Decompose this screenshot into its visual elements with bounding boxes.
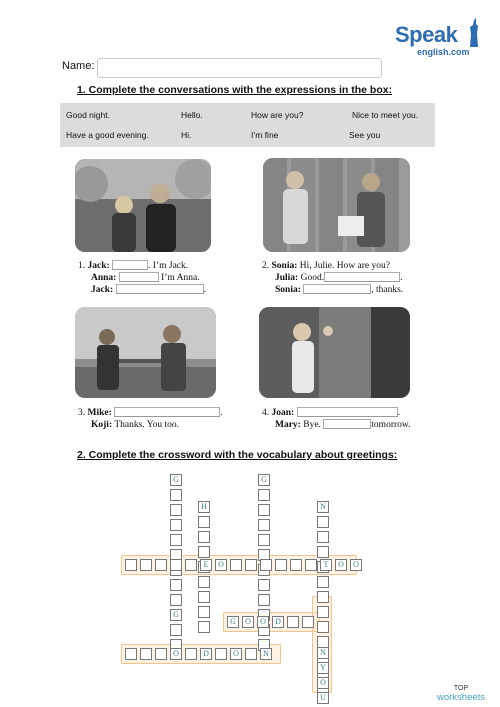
conversation-number: 1. (78, 261, 86, 271)
crossword-cell[interactable] (275, 559, 287, 571)
crossword-cell[interactable] (198, 621, 210, 633)
crossword-cell[interactable] (317, 591, 329, 603)
crossword-cell[interactable] (170, 594, 182, 606)
crossword-cell[interactable] (287, 616, 299, 628)
crossword-cell[interactable]: O (242, 616, 254, 628)
crossword-cell[interactable]: G (227, 616, 239, 628)
line-text: , thanks. (371, 285, 404, 295)
crossword-cell[interactable] (198, 606, 210, 618)
footer-bottom-text: worksheets (437, 692, 486, 703)
crossword-cell[interactable] (302, 616, 314, 628)
logo-sub-text: english.com (417, 47, 470, 57)
line-text: I’m Anna. (161, 273, 200, 283)
crossword-cell[interactable] (290, 559, 302, 571)
crossword-cell[interactable] (170, 504, 182, 516)
crossword-cell[interactable]: H (198, 501, 210, 513)
crossword-cell[interactable]: N (317, 647, 329, 659)
crossword-cell[interactable]: G (170, 609, 182, 621)
crossword-cell[interactable]: T (320, 559, 332, 571)
crossword-cell[interactable] (198, 576, 210, 588)
crossword-cell[interactable] (198, 531, 210, 543)
expression-item: See you (349, 130, 381, 140)
speaker: Koji: (91, 420, 113, 430)
crossword-cell[interactable] (245, 559, 257, 571)
crossword-cell[interactable] (170, 519, 182, 531)
line-text: Good. (300, 273, 325, 283)
crossword-cell[interactable]: O (335, 559, 347, 571)
line-text: . (400, 273, 403, 283)
crossword-cell[interactable] (198, 591, 210, 603)
crossword-cell[interactable] (258, 594, 270, 606)
line-text: Thanks. You too. (114, 420, 179, 430)
crossword-cell[interactable] (258, 489, 270, 501)
crossword-cell[interactable]: Y (317, 662, 329, 674)
crossword-cell[interactable] (170, 624, 182, 636)
crossword-cell[interactable] (198, 516, 210, 528)
crossword-cell[interactable] (230, 559, 242, 571)
speaker: Sonia: (271, 261, 298, 271)
crossword-cell[interactable]: O (230, 648, 242, 660)
crossword-cell[interactable] (317, 516, 329, 528)
crossword-cell[interactable]: O (257, 616, 269, 628)
crossword-cell[interactable]: O (317, 677, 329, 689)
crossword-cell[interactable]: O (215, 559, 227, 571)
crossword-cell[interactable]: G (170, 474, 182, 486)
expression-item: Have a good evening. (66, 130, 149, 140)
crossword-cell[interactable] (155, 648, 167, 660)
speaker: Mike: (87, 408, 112, 418)
crossword-cell[interactable]: U (317, 692, 329, 704)
line-text: . (397, 408, 400, 418)
crossword-cell[interactable]: O (170, 648, 182, 660)
crossword-cell[interactable]: D (272, 616, 284, 628)
line-text: Hi, Julie. How are you? (299, 261, 390, 271)
expression-item: Hello. (181, 110, 203, 120)
crossword-cell[interactable] (215, 648, 227, 660)
crossword-cell[interactable] (170, 579, 182, 591)
line-text: . I’m Jack. (148, 261, 189, 271)
line-text: . (220, 408, 223, 418)
footer-top-text: TOP (453, 685, 469, 692)
expression-item: Good night. (66, 110, 110, 120)
crossword-cell[interactable] (317, 546, 329, 558)
crossword-cell[interactable]: E (200, 559, 212, 571)
crossword-cell[interactable] (258, 534, 270, 546)
crossword-cell[interactable] (317, 576, 329, 588)
crossword-cell[interactable] (260, 559, 272, 571)
line-text: . (203, 285, 206, 295)
conversation-number: 4. (262, 408, 270, 418)
crossword-cell[interactable] (155, 559, 167, 571)
crossword-cell[interactable] (198, 546, 210, 558)
speaker: Anna: (91, 273, 117, 283)
crossword-cell[interactable] (125, 559, 137, 571)
section1-heading: 1. Complete the conversations with the expressions in the box: (77, 84, 393, 96)
crossword-cell[interactable] (185, 559, 197, 571)
crossword-cell[interactable] (317, 606, 329, 618)
crossword-cell[interactable] (185, 648, 197, 660)
crossword-cell[interactable] (305, 559, 317, 571)
expression-item: I’m fine (251, 130, 279, 140)
crossword-cell[interactable] (258, 579, 270, 591)
expression-item: How are you? (251, 110, 304, 120)
crossword-cell[interactable] (317, 531, 329, 543)
crossword-cell[interactable] (140, 559, 152, 571)
speaker: Sonia: (275, 285, 301, 295)
speaker: Julia: (275, 273, 299, 283)
crossword-cell[interactable] (170, 534, 182, 546)
line-text: tomorrow. (371, 420, 411, 430)
crossword-cell[interactable] (258, 504, 270, 516)
crossword-cell[interactable] (125, 648, 137, 660)
topworksheets-logo (437, 684, 485, 702)
section2-heading: 2. Complete the crossword with the vocabulary about greetings: (77, 449, 398, 461)
speaker: Jack: (91, 285, 114, 295)
name-label: Name: (62, 60, 95, 72)
crossword-cell[interactable] (140, 648, 152, 660)
crossword-cell[interactable] (170, 559, 182, 571)
logo-main-text: Speak (395, 22, 458, 47)
crossword-cell[interactable] (258, 519, 270, 531)
crossword-cell[interactable]: G (258, 474, 270, 486)
conversation-number: 3. (78, 408, 86, 418)
crossword-cell[interactable] (170, 489, 182, 501)
crossword-cell[interactable]: N (260, 648, 272, 660)
speaker: Joan: (271, 408, 295, 418)
expression-item: Nice to meet you. (352, 110, 419, 120)
crossword-cell[interactable] (317, 621, 329, 633)
speaker: Jack: (87, 261, 110, 271)
crossword-cell[interactable]: O (350, 559, 362, 571)
crossword-cell[interactable] (245, 648, 257, 660)
conversation-number: 2. (262, 261, 270, 271)
line-text: Bye. (303, 420, 321, 430)
crossword-cell[interactable]: N (317, 501, 329, 513)
crossword-cell[interactable]: D (200, 648, 212, 660)
expression-item: Hi. (181, 130, 192, 140)
speaker: Mary: (275, 420, 301, 430)
